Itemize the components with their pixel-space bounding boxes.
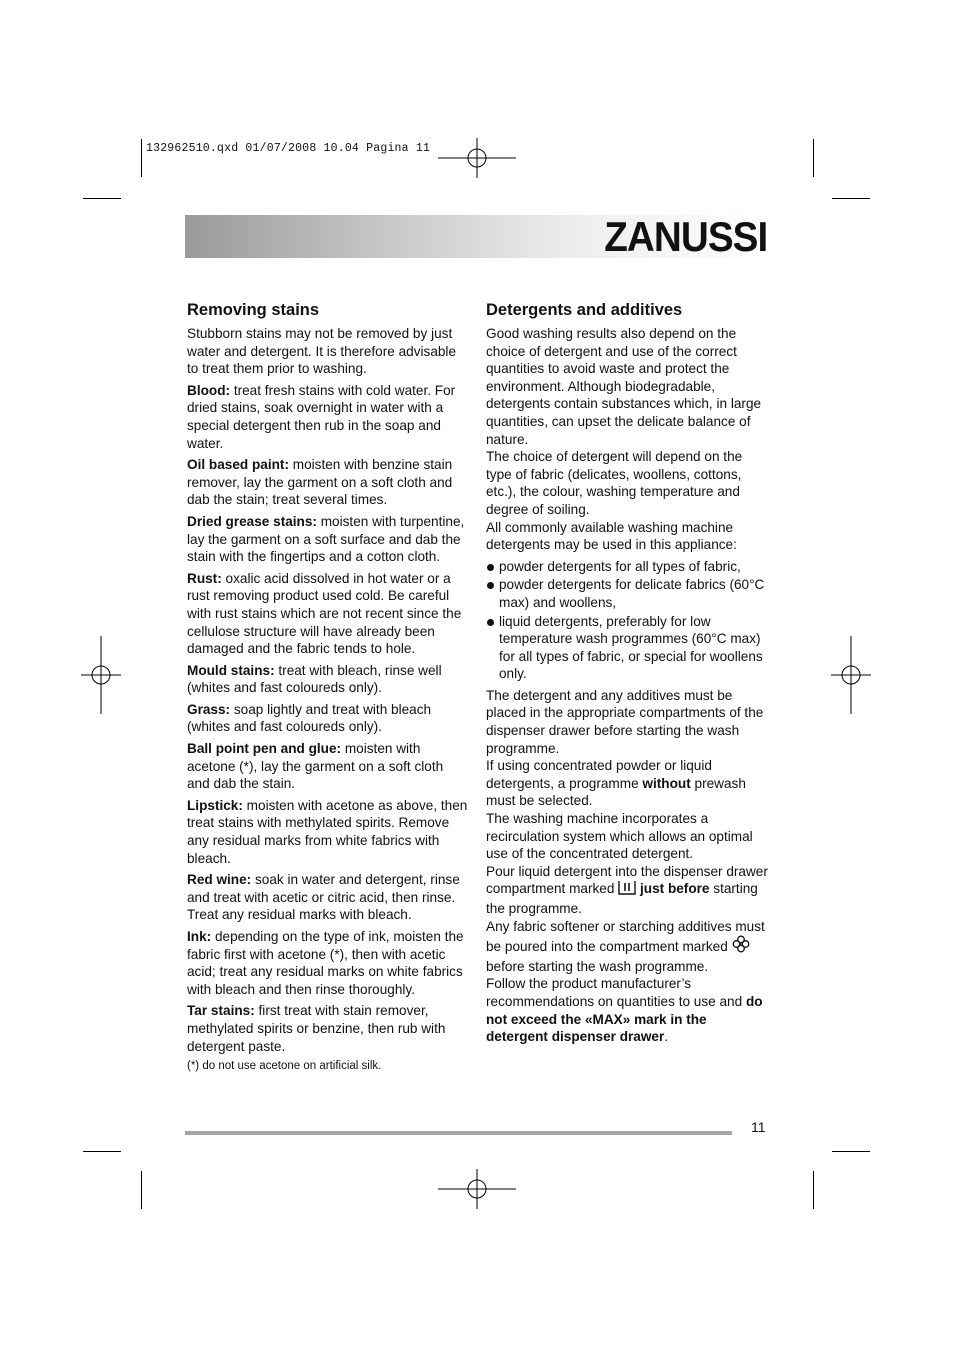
- bullet-icon: [487, 582, 494, 589]
- stain-text: moisten with acetone as above, then treat stains with methylated spirits. Remove any residual marks from white fabrics with bleach.: [187, 797, 468, 866]
- brand-logo: ZANUSSI: [603, 213, 767, 260]
- paragraph: The detergent and any additives must be placed in the appropriate compartments of the dispenser drawer before starting the wash programme.: [486, 687, 764, 756]
- paragraph: All commonly available washing machine detergents may be used in this appliance:: [486, 519, 737, 553]
- stain-item: [187, 456, 469, 509]
- stain-item: [187, 701, 469, 736]
- stain-text: moisten with turpentine, lay the garment on a soft surface and dab the stain with the fingertips and a cotton cloth.: [187, 513, 465, 565]
- footer-rule: [185, 1131, 732, 1135]
- stain-item: [187, 740, 469, 793]
- section-title: Detergents and additives: [486, 301, 683, 319]
- list-item: powder detergents for delicate fabrics (60°C max) and woollens,: [486, 576, 768, 611]
- crop-mark: [813, 139, 814, 177]
- paragraph: The choice of detergent will depend on the type of fabric (delicates, woollens, cottons, etc.), the colour, washing temperature and degree of soiling.: [486, 449, 743, 517]
- paragraph: Good washing results also depend on the choice of detergent and use of the correct quantities to avoid waste and protect the environment. Although biodegradable, detergents contain substances which, in large quantities, can upset the delicate balance of nature.: [486, 326, 762, 447]
- crop-mark: [141, 1171, 142, 1209]
- stain-text: first treat with stain remover, methylated spirits or benzine, then rub with detergent paste.: [187, 1003, 446, 1054]
- stain-label: Ball point pen and glue:: [187, 741, 342, 757]
- crop-mark: [83, 198, 121, 199]
- crop-mark: [141, 139, 142, 177]
- stain-text: treat fresh stains with cold water. For dried stains, soak overnight in water with a special detergent then rub in the soap and water.: [187, 382, 456, 451]
- paragraph: The washing machine incorporates a recirculation system which allows an optimal use of the concentrated detergent.: [486, 811, 753, 862]
- stain-label: Rust:: [187, 570, 222, 586]
- crop-mark: [832, 1151, 870, 1152]
- stain-text: soak in water and detergent, rinse and treat with acetic or citric acid, then rinse. Treat any residual marks with bleach.: [187, 872, 460, 923]
- detergents-column: [486, 300, 768, 1046]
- stain-text: depending on the type of ink, moisten the fabric first with acetone (*), then with acetic acid; treat any residual marks on white fabrics with bleach and then rinse thoroughly.: [187, 929, 464, 997]
- stain-item: [187, 797, 469, 867]
- crop-mark: [83, 1151, 121, 1152]
- stain-label: Tar stains:: [187, 1003, 255, 1019]
- section-title: Removing stains: [187, 301, 320, 319]
- bullet-icon: [487, 564, 494, 571]
- stain-label: Ink:: [187, 929, 212, 944]
- stain-text: moisten with acetone (*), lay the garment on a soft cloth and dab the stain.: [187, 741, 444, 792]
- detergent-list: [486, 558, 768, 683]
- stain-text: treat with bleach, rinse well (whites and fast coloureds only).: [187, 662, 442, 696]
- stain-item: [187, 570, 469, 658]
- stain-list: [187, 382, 469, 1055]
- stain-label: Grass:: [187, 701, 231, 717]
- compartment-II-icon: [618, 880, 636, 900]
- stain-label: Oil based paint:: [187, 457, 289, 473]
- stain-item: [187, 513, 469, 566]
- footnote: (*) do not use acetone on artificial silk.: [187, 1060, 382, 1073]
- print-slug: 132962510.qxd 01/07/2008 10.04 Pagina 11: [146, 142, 431, 155]
- paragraph: Pour liquid detergent into the dispenser drawer compartment marked just before starting the programme.: [486, 863, 768, 916]
- paragraph: Any fabric softener or starching additives must be poured into the compartment marked before starting the wash programme.: [486, 918, 765, 974]
- crop-mark: [813, 1171, 814, 1209]
- stain-item: [187, 1002, 469, 1055]
- stain-item: [187, 928, 469, 998]
- stain-label: Lipstick:: [187, 797, 243, 813]
- stain-item: [187, 382, 469, 452]
- crop-mark: [832, 198, 870, 199]
- stain-text: moisten with benzine stain remover, lay the garment on a soft cloth and dab the stain; treat several times.: [187, 457, 453, 508]
- stain-label: Red wine:: [187, 872, 252, 888]
- stain-item: [187, 871, 469, 924]
- paragraph: If using concentrated powder or liquid detergents, a programme without prewash must be selected.: [486, 758, 746, 809]
- intro-paragraph: Stubborn stains may not be removed by just water and detergent. It is therefore advisable to treat them prior to washing.: [187, 326, 457, 377]
- list-item: powder detergents for all types of fabric,: [486, 558, 768, 576]
- stain-item: [187, 662, 469, 697]
- removing-stains-column: [187, 300, 469, 1078]
- page-number: 11: [751, 1119, 766, 1135]
- header-banner: [185, 215, 771, 258]
- stain-text: oxalic acid dissolved in hot water or a rust removing product used cold. Be careful with rust stains which are not recent since the cellulose structure will have already been damaged and the fabric tends to hole.: [187, 570, 462, 657]
- stain-text: soap lightly and treat with bleach (whites and fast coloureds only).: [187, 701, 432, 735]
- stain-label: Dried grease stains:: [187, 513, 317, 529]
- paragraph: Follow the product manufacturer’s recommendations on quantities to use and do not exceed the «MAX» mark in the detergent dispenser drawer.: [486, 976, 763, 1045]
- stain-label: Blood:: [187, 382, 231, 398]
- bullet-icon: [487, 619, 494, 626]
- stain-label: Mould stains:: [187, 662, 275, 678]
- list-item: liquid detergents, preferably for low temperature wash programmes (60°C max) for all types of fabric, or special for woollens only.: [486, 613, 768, 683]
- flower-softener-icon: [732, 935, 750, 958]
